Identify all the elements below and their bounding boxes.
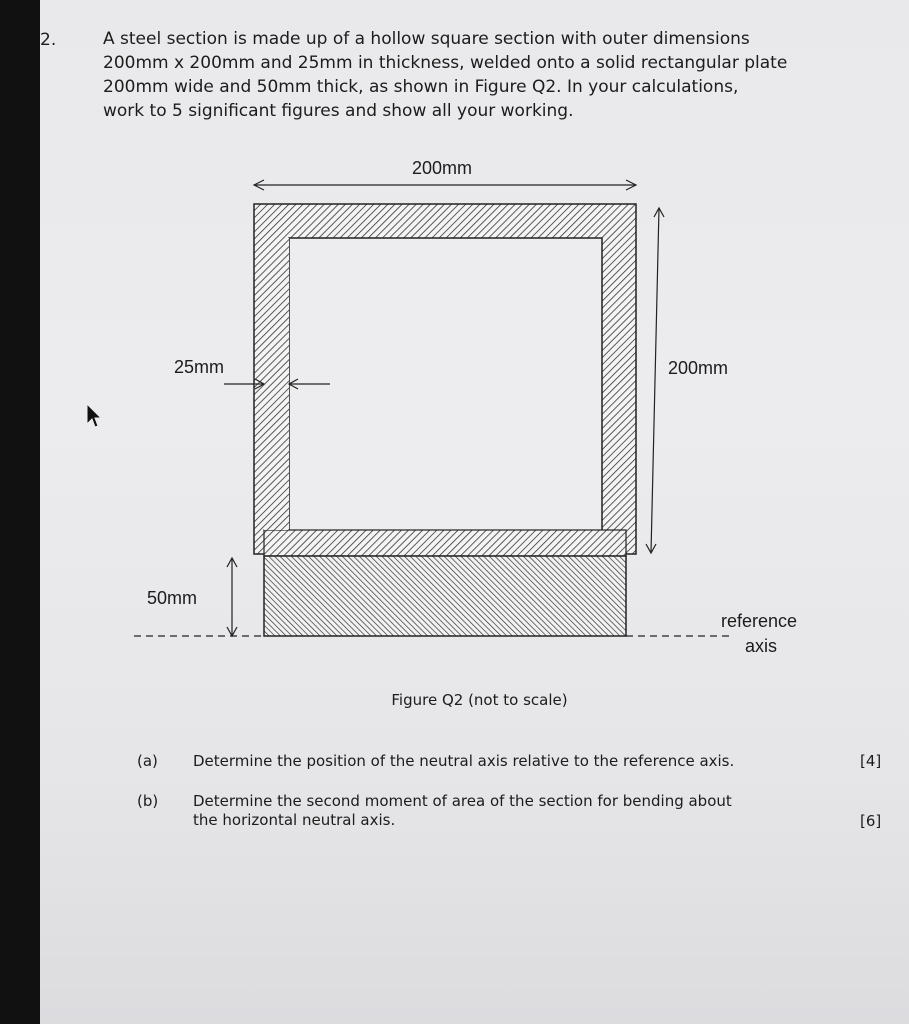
part-b-label: (b) bbox=[137, 792, 159, 810]
intro-line: 200mm x 200mm and 25mm in thickness, welded onto a solid rectangular plate bbox=[103, 53, 788, 73]
solid-plate bbox=[264, 556, 626, 636]
intro-line: 200mm wide and 50mm thick, as shown in Figure Q2. In your calculations, bbox=[103, 77, 739, 97]
wall-thickness-label: 25mm bbox=[174, 357, 225, 377]
figure-q2-diagram bbox=[40, 0, 909, 1024]
height-label: 200mm bbox=[668, 358, 729, 378]
intro-line: work to 5 significant figures and show all your working. bbox=[103, 101, 574, 121]
intro-line: A steel section is made up of a hollow square section with outer dimensions bbox=[103, 29, 750, 49]
question-number: 2. bbox=[40, 30, 57, 50]
part-a-label: (a) bbox=[137, 752, 158, 770]
part-b-line: the horizontal neutral axis. bbox=[193, 811, 396, 829]
question-paper bbox=[40, 0, 909, 1024]
reference-axis-label-line2: axis bbox=[745, 636, 778, 656]
width-label: 200mm bbox=[412, 158, 473, 178]
part-b-line: Determine the second moment of area of the section for bending about bbox=[193, 792, 732, 810]
figure-caption: Figure Q2 (not to scale) bbox=[391, 691, 568, 709]
hollow-square-left-wall bbox=[264, 238, 289, 530]
reference-axis-label-line1: reference bbox=[721, 611, 798, 631]
part-a-line: Determine the position of the neutral axis relative to the reference axis. bbox=[193, 752, 735, 770]
hollow-square-void bbox=[289, 238, 602, 554]
mouse-pointer-icon bbox=[84, 402, 104, 430]
hollow-square-bottom-wall bbox=[264, 530, 626, 556]
part-b-text bbox=[193, 792, 732, 830]
part-a-text bbox=[193, 752, 734, 771]
height-dimension-line bbox=[651, 208, 659, 553]
part-a-marks: [4] bbox=[860, 752, 882, 770]
part-b-marks: [6] bbox=[860, 812, 882, 830]
plate-thickness-label: 50mm bbox=[147, 588, 198, 608]
